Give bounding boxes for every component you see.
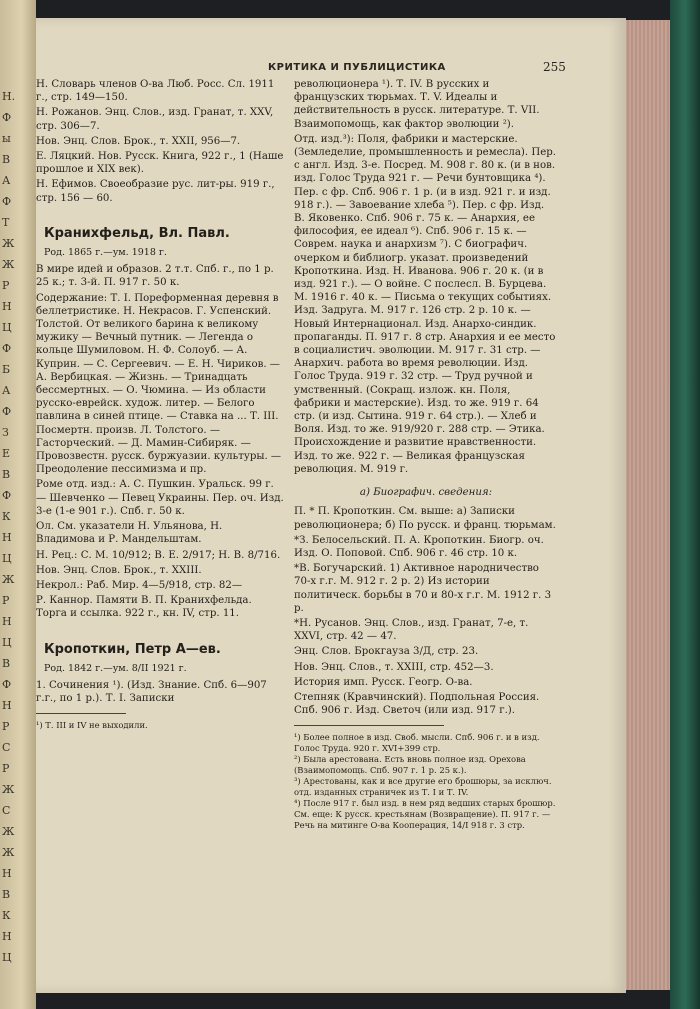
book-page [36, 18, 626, 993]
page-number: 255 [543, 60, 566, 74]
left-page-fragment: Ц [2, 552, 12, 565]
left-page-fragment: С [2, 804, 11, 817]
bibliography-entry: Н. Рец.: С. М. 10/912; В. Е. 2/917; Н. В. 8/716. [36, 549, 281, 561]
footnote-divider [36, 713, 126, 714]
left-page-fragment: Ф [2, 342, 12, 355]
left-page-fragment: Ц [2, 321, 12, 334]
left-page-fragment: Н [2, 300, 12, 313]
bibliography-entry: Н. Ефимов. Своеобразие рус. лит-ры. 919 г., стр. 156 — 60. [36, 179, 275, 204]
left-page-fragment: Е [2, 447, 11, 460]
bibliography-entry: Н. Рожанов. Энц. Слов., изд. Гранат, т. XXV, стр. 306—7. [36, 107, 274, 132]
biography-entry: Степняк (Кравчинский). Подпольная Россия. Спб. 906 г. Изд. Светоч (или изд. 917 г.). [294, 691, 540, 717]
biography-entries [294, 505, 558, 717]
subsection-title: а) Биографич. сведения: [359, 487, 493, 499]
left-page-fragment: А [2, 384, 11, 397]
author-heading-kropotkin: Кропоткин, Петр А—ев. [44, 641, 221, 657]
bibliography-entry: Некрол.: Раб. Мир. 4—5/918, стр. 82— [36, 579, 243, 591]
footnote-divider [294, 725, 444, 726]
left-page-fragment: Ж [2, 237, 15, 250]
running-head: КРИТИКА И ПУБЛИЦИСТИКА [268, 62, 446, 73]
left-page-fragment: К [2, 510, 11, 523]
left-page-fragment: ы [2, 132, 11, 145]
bibliography-entry: Содержание: Т. I. Пореформенная деревня в беллетристике. Н. Некрасов. Г. Успенский. Толстой. От великого барина к великому мужику — Вечный путник. — Легенда о кольце Шумиловом. Н. Ф. Солоуб. — А. Куприн. — С. Сергеевич. — Е. Н. Чириков. — А. Вербицкая. — Жизнь. — Тринадцать бессмертных. — О. Чюмина. — Из области русско-еврейск. худож. литер. — Белого павлина в синей птице. — Ставка на ... Т. III. Посмертн. произв. Л. Толстого. — Гасторческий. — Д. Мамин-Сибиряк. — Провозвестн. русск. буржуазии. культуры. — Преодоление пессимизма и пр. [36, 292, 282, 476]
left-page-fragment: В [2, 468, 11, 481]
left-page-fragment: Н [2, 531, 12, 544]
left-page-fragment: Ж [2, 258, 15, 271]
bibliography-entry: Н. Словарь членов О-ва Люб. Росс. Сл. 1911 г., стр. 149—150. [36, 79, 275, 104]
biography-entry: П. * П. Кропоткин. См. выше: а) Записки революционера; б) По русск. и франц. тюрьмам. [294, 506, 556, 531]
left-page-fragment: Ф [2, 489, 12, 502]
left-page-fragment: Ж [2, 825, 15, 838]
left-page-fragment: Р [2, 594, 10, 607]
page-edges [626, 20, 670, 990]
bibliography-entry: Р. Каннор. Памяти В. П. Кранихфельда. Торга и ссылка. 922 г., кн. IV, стр. 11. [36, 595, 252, 620]
biography-entry: Энц. Слов. Брокгауза 3/Д, стр. 23. [294, 646, 479, 658]
left-page-fragment: Р [2, 720, 10, 733]
left-page-fragment: В [2, 888, 11, 901]
bibliography-entry: 1. Сочинения ¹). (Изд. Знание. Спб. 6—907 г.г., по 1 р.). Т. I. Записки [36, 679, 267, 705]
left-page-fragment: З [2, 426, 9, 439]
left-page-fragment: Р [2, 762, 10, 775]
biography-entry: История имп. Русск. Геогр. О-ва. [294, 676, 473, 688]
footnote: ³) Арестованы, как и все другие его брошюры, за исключ. отд. изданных страничек из Т. I и Т. IV. [294, 776, 552, 798]
kranikhfeld-entries [36, 263, 284, 620]
adjacent-left-page [0, 0, 36, 1009]
left-page-fragment: Т [2, 216, 10, 229]
left-page-fragment: Н [2, 615, 12, 628]
left-page-fragment: Ж [2, 573, 15, 586]
author-heading-kranikhfeld: Кранихфельд, Вл. Павл. [44, 225, 230, 241]
footnotes [294, 732, 558, 831]
left-column [36, 78, 284, 731]
left-page-fragment: Ф [2, 678, 12, 691]
footnote: ²) Была арестована. Есть вновь полное изд. Орехова (Взаимопомощь. Спб. 907 г. 1 р. 25 к.). [294, 754, 526, 776]
left-page-fragment: Ц [2, 636, 12, 649]
book-cover-spine [670, 0, 700, 1009]
left-page-fragment: А [2, 174, 11, 187]
left-page-fragment: Ц [2, 951, 12, 964]
left-page-fragment: Н. [2, 90, 16, 103]
left-page-fragment: Р [2, 279, 10, 292]
left-page-fragment: С [2, 741, 11, 754]
left-page-fragment: Ж [2, 783, 15, 796]
left-page-fragment: Б [2, 363, 11, 376]
right-column [294, 78, 558, 831]
biography-entry: *Н. Русанов. Энц. Слов., изд. Гранат, 7-е, т. XXVI, стр. 42 — 47. [294, 617, 529, 643]
biography-entry: Нов. Энц. Слов., т. XXIII, стр. 452—3. [294, 661, 494, 673]
left-page-fragment: В [2, 153, 11, 166]
bibliography-entry: Ол. См. указатели Н. Ульянова, Н. Владимова и Р. Мандельштам. [36, 521, 223, 546]
footnote: ⁴) После 917 г. был изд. в нем ряд ведших старых брошюр. См. еще: К русск. крестьянам (Возвращение). П. 917 г. — Речь на митинге О-ва Кооперация, 14/I 918 г. 3 стр. [294, 798, 556, 831]
bibliography-entry: Нов. Энц. Слов. Брок., т. XXII, 956—7. [36, 135, 241, 147]
footnote: ¹) Т. III и IV не выходили. [36, 720, 148, 731]
left-page-fragment: В [2, 657, 11, 670]
left-page-fragment: Н [2, 867, 12, 880]
bibliography-entry: Роме отд. изд.: А. С. Пушкин. Уральск. 99 г. — Шевченко — Певец Украины. Пер. оч. Изд. 3-е (1-е 901 г.). Спб. г. 50 к. [36, 479, 284, 517]
left-page-fragment: Н [2, 699, 12, 712]
left-page-fragment: Н [2, 930, 12, 943]
bibliography-entry: Е. Ляцкий. Нов. Русск. Книга, 922 г., 1 (Наше прошлое и XIX век). [36, 151, 284, 176]
left-page-fragment: Ж [2, 846, 15, 859]
left-page-fragment: Ф [2, 405, 12, 418]
author-dates-kranikhfeld: Род. 1865 г.—ум. 1918 г. [44, 247, 167, 259]
bibliography-entry: Нов. Энц. Слов. Брок., т. XXIII. [36, 564, 202, 576]
biography-entry: *В. Богучарский. 1) Активное народничество 70-х г.г. М. 912 г. 2 р. 2) Из истории политическ. борьбы в 70 и 80-х г.г. М. 1912 г. 3 р. [294, 563, 552, 614]
biography-entry: *З. Белосельский. П. А. Кропоткин. Биогр. оч. Изд. О. Поповой. Спб. 906 г. 46 стр. 10 к. [294, 534, 544, 559]
left-top-entries [36, 78, 284, 205]
left-page-fragment: К [2, 909, 11, 922]
bibliography-entry: В мире идей и образов. 2 т.т. Спб. г., по 1 р. 25 к.; т. 3-й. П. 917 г. 50 к. [36, 264, 274, 289]
left-page-fragment: Ф [2, 111, 12, 124]
author-dates-kropotkin: Род. 1842 г.—ум. 8/II 1921 г. [44, 662, 187, 674]
left-page-fragment: Ф [2, 195, 12, 208]
bibliography-entry: Отд. изд.³): Поля, фабрики и мастерские. (Земледелие, промышленность и ремесла). Пер. с англ. Изд. 3-е. Посред. М. 908 г. 80 к. (и в нов. изд. Голос Труда 921 г. — Речи бунтовщика ⁴). Пер. с фр. Спб. 906 г. 1 р. (и в изд. 921 г. и изд. 918 г.). — Завоевание хлеба ⁵). Пер. с фр. Изд. В. Яковенко. Спб. 906 г. 75 к. — Анархия, ее философия, ее идеал ⁶). Спб. 906 г. 15 к. — Соврем. наука и анархизм ⁷). С биографич. очерком и библиогр. указат. произведений Кропоткина. Изд. Н. Иванова. 906 г. 20 к. (и в изд. 921 г.). — О войне. С послесл. В. Бурцева. М. 1916 г. 40 к. — Письма о текущих событиях. Изд. Задруга. М. 917 г. 126 стр. 2 р. 10 к. — Новый Интернационал. Изд. Анархо-синдик. пропаганды. П. 917 г. 8 стр. Анархия и ее место в социалистич. эволюции. М. 917 г. 31 стр. — Анархич. работа во время революции. Изд. Голос Труда. 919 г. 32 стр. — Труд ручной и умственный. (Сокращ. излож. кн. Поля, фабрики и мастерские). Изд. то же. 919 г. 64 стр. (и изд. Сытина. 919 г. 64 стр.). — Хлеб и Воля. Изд. то же. 919/920 г. 288 стр. — Этика. Происхождение и развитие нравственности. Изд. то же. 922 г. — Великая французская революция. М. 919 г. [294, 133, 557, 475]
kropotkin-entries [36, 679, 284, 705]
right-top-entries [294, 78, 558, 476]
bibliography-entry: революционера ¹). Т. IV. В русских и французских тюрьмах. Т. V. Идеалы и действительность в русск. литературе. Т. VII. Взаимопомощь, как фактор эволюции ²). [294, 79, 540, 130]
footnote: ¹) Более полное в изд. Своб. мысли. Спб. 906 г. и в изд. Голос Труда. 920 г. XVI+399 стр. [294, 732, 540, 754]
